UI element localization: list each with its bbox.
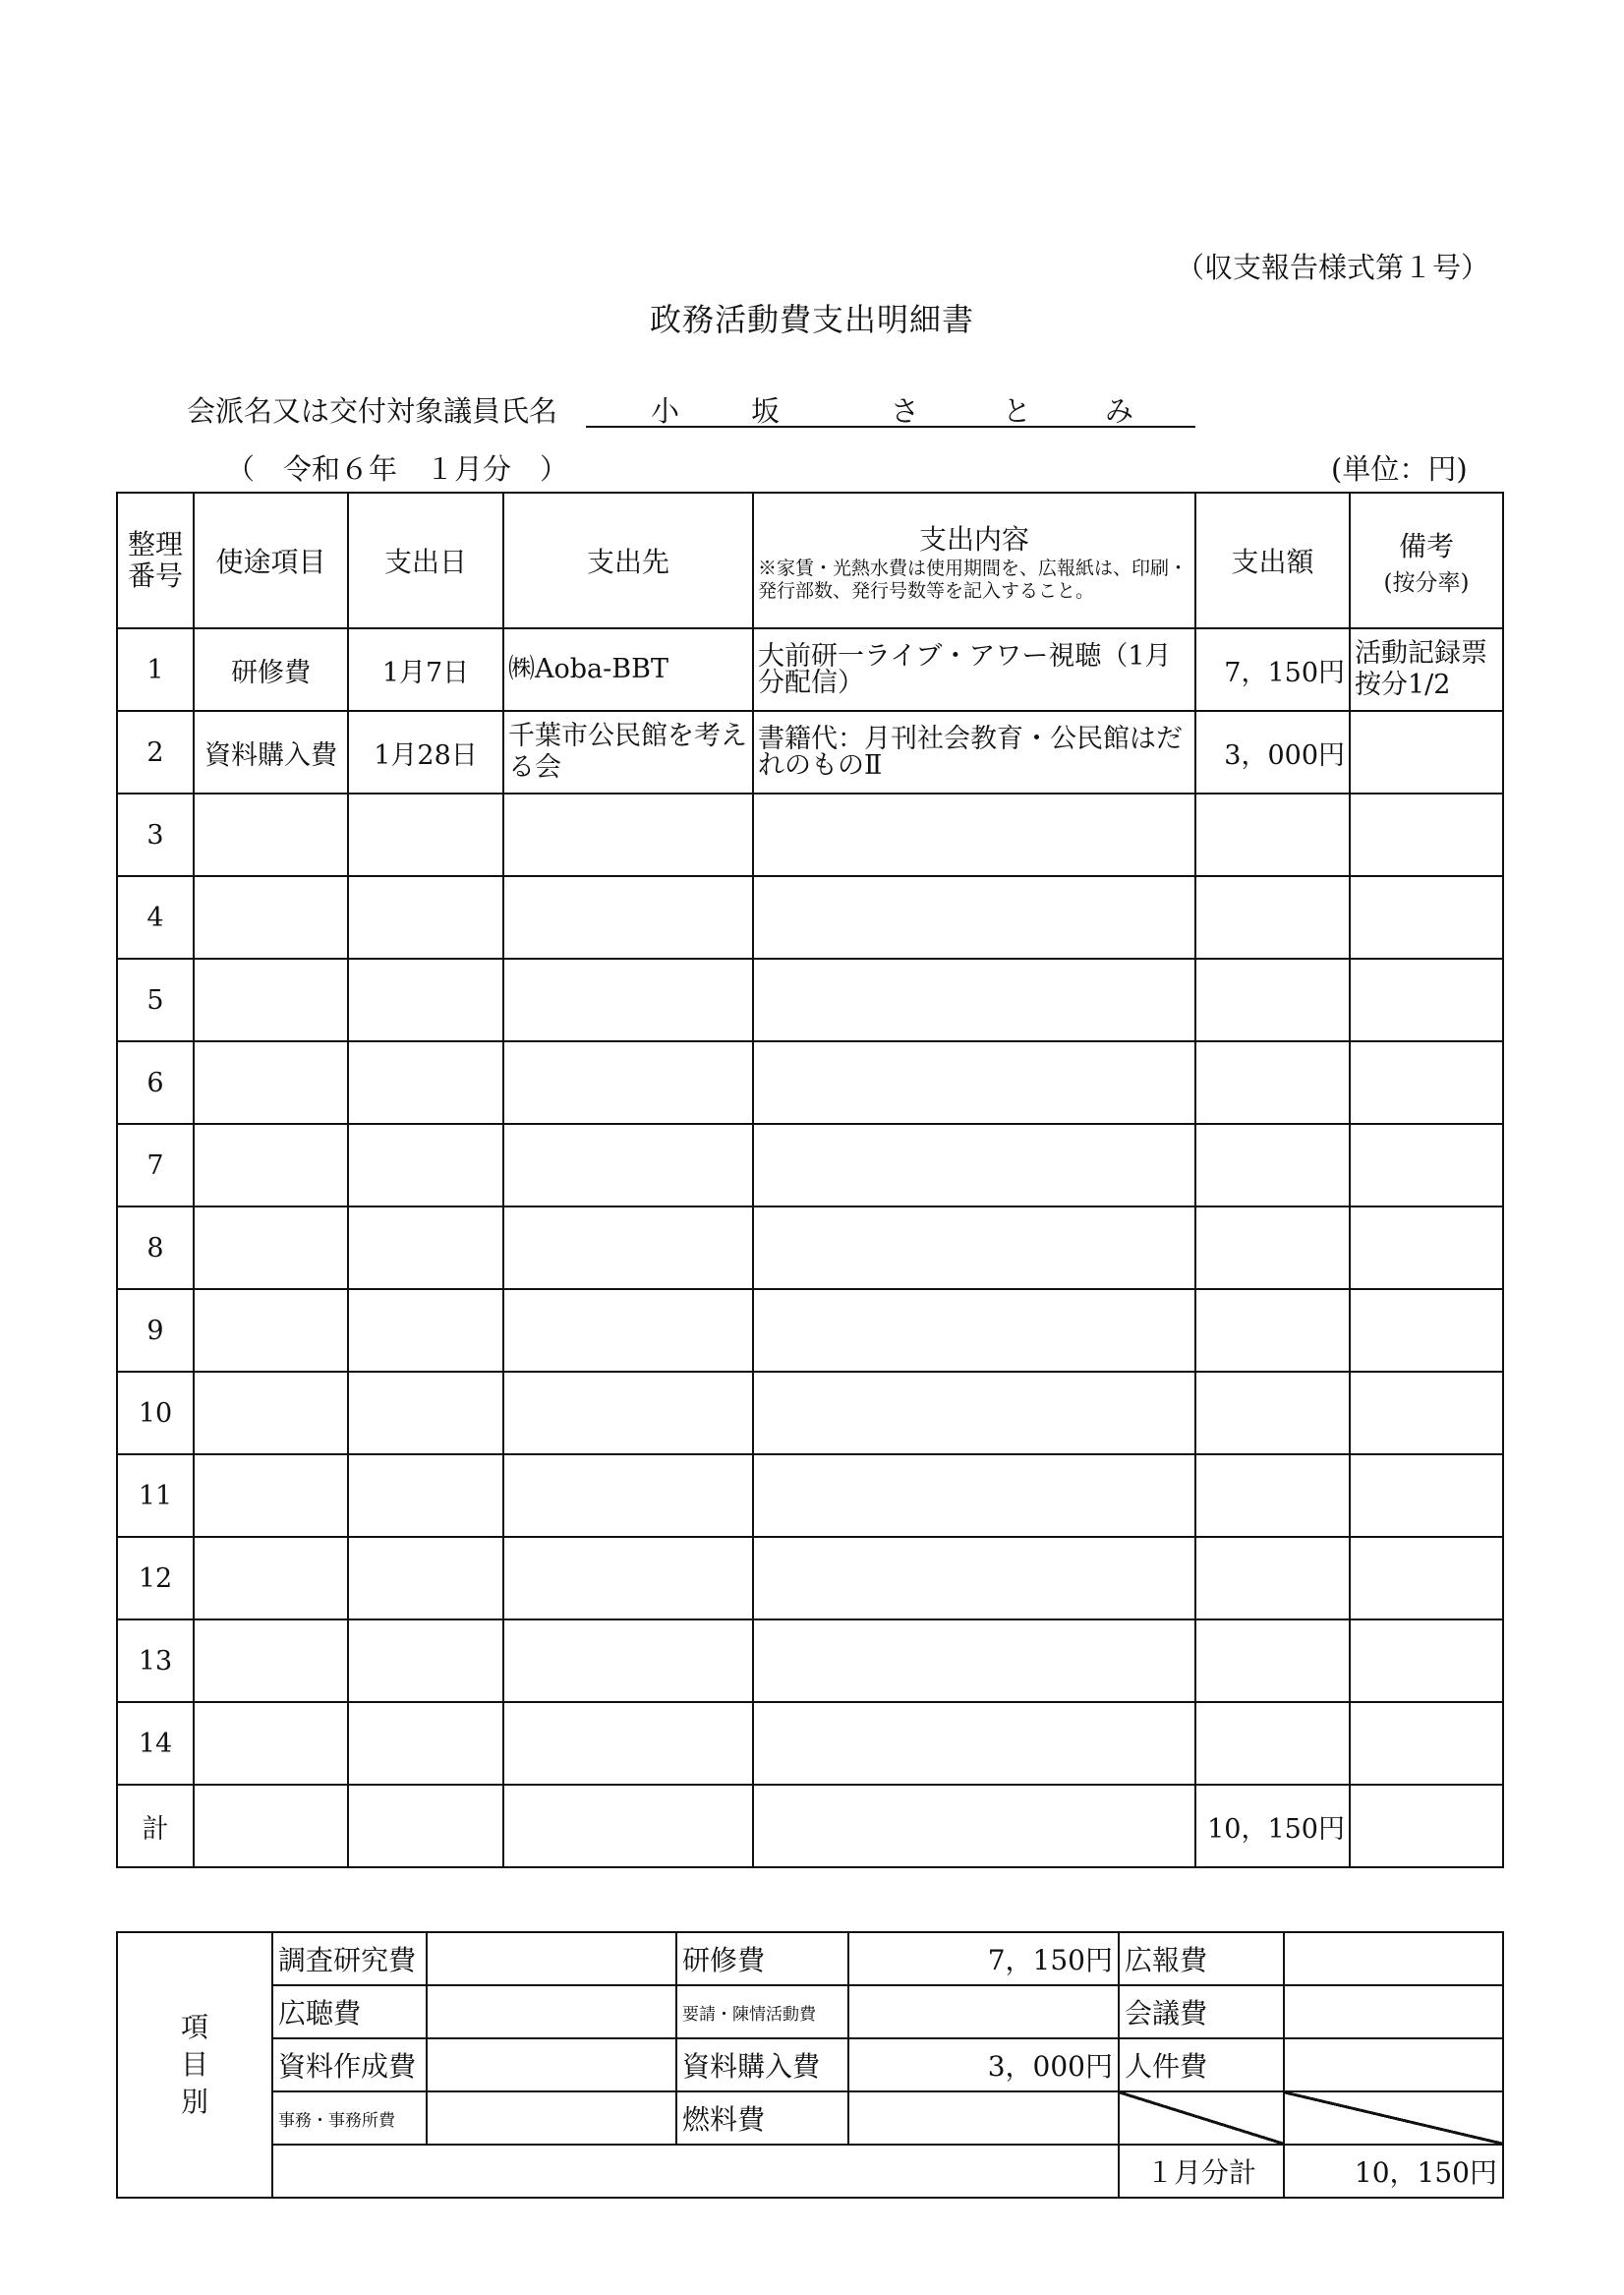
- header-payee: 支出先: [503, 493, 753, 628]
- row-payee: [503, 1454, 753, 1537]
- row-amount: 7，150円: [1195, 628, 1350, 711]
- row-payee: [503, 959, 753, 1041]
- name-char-1: 小: [651, 394, 680, 428]
- cat-meeting-value: [1284, 1985, 1503, 2038]
- cat-meeting-label: 会議費: [1119, 1985, 1284, 2038]
- row-category: [194, 1289, 348, 1372]
- row-amount: [1195, 1041, 1350, 1124]
- cat-hearing-value: [427, 1985, 676, 2038]
- total-cell-blank: [753, 1785, 1195, 1867]
- expense-table: [116, 492, 1504, 1868]
- row-remarks: [1350, 794, 1503, 876]
- row-category: [194, 1454, 348, 1537]
- row-number: 1: [117, 628, 194, 711]
- row-date: [348, 1041, 503, 1124]
- row-content: 書籍代：月刊社会教育・公民館はだれのものⅡ: [753, 711, 1195, 794]
- period-label: （ 令和６年 １月分 ）: [226, 452, 569, 486]
- row-content: [753, 1206, 1195, 1289]
- row-remarks: [1350, 711, 1503, 794]
- row-payee: [503, 1702, 753, 1785]
- row-number: 5: [117, 959, 194, 1041]
- row-category: [194, 1619, 348, 1702]
- row-date: [348, 1619, 503, 1702]
- row-amount: [1195, 1454, 1350, 1537]
- total-cell-blank: [348, 1785, 503, 1867]
- row-date: [348, 1124, 503, 1206]
- row-payee: [503, 1041, 753, 1124]
- row-remarks: [1350, 1124, 1503, 1206]
- cat-research-label: 調査研究費: [272, 1932, 427, 1985]
- row-content: [753, 1702, 1195, 1785]
- header-category: 使途項目: [194, 493, 348, 628]
- header-content-note: ※家賃・光熱水費は使用期間を、広報紙は、印刷・発行部数、発行号数等を記入すること。: [758, 558, 1189, 602]
- table-row: [117, 1619, 1503, 1702]
- row-number: 4: [117, 876, 194, 959]
- row-number: 3: [117, 794, 194, 876]
- cat-petition-label: 要請・陳情活動費: [676, 1985, 848, 2038]
- row-number: 9: [117, 1289, 194, 1372]
- row-category: [194, 1537, 348, 1619]
- row-number: 10: [117, 1372, 194, 1454]
- row-number: 6: [117, 1041, 194, 1124]
- row-content: [753, 794, 1195, 876]
- row-number: 14: [117, 1702, 194, 1785]
- row-date: [348, 876, 503, 959]
- row-category: [194, 794, 348, 876]
- cat-training-value: 7，150円: [848, 1932, 1119, 1985]
- row-amount: [1195, 959, 1350, 1041]
- row-remarks: 活動記録票按分1/2: [1350, 628, 1503, 711]
- total-label: 計: [117, 1785, 194, 1867]
- row-amount: [1195, 1206, 1350, 1289]
- row-category: [194, 1206, 348, 1289]
- category-summary-table: [116, 1931, 1504, 2199]
- row-amount: [1195, 1619, 1350, 1702]
- form-number: （収支報告様式第１号）: [1176, 251, 1490, 284]
- row-date: [348, 1702, 503, 1785]
- row-amount: [1195, 1372, 1350, 1454]
- month-total-label: １月分計: [1119, 2145, 1284, 2198]
- row-content: [753, 1619, 1195, 1702]
- row-remarks: [1350, 1619, 1503, 1702]
- row-date: 1月7日: [348, 628, 503, 711]
- row-amount: [1195, 794, 1350, 876]
- row-category: [194, 1702, 348, 1785]
- row-remarks: [1350, 1454, 1503, 1537]
- name-char-5: み: [1105, 394, 1134, 428]
- header-number: 整理番号: [117, 493, 194, 628]
- total-amount: 10，150円: [1195, 1785, 1350, 1867]
- total-cell-blank: [1350, 1785, 1503, 1867]
- month-total-spacer: [272, 2145, 1119, 2198]
- month-total-value: 10，150円: [1284, 2145, 1503, 2198]
- category-section-label: 項目別: [117, 1932, 272, 2198]
- header-amount: 支出額: [1195, 493, 1350, 628]
- cat-material-making-value: [427, 2038, 676, 2091]
- row-payee: [503, 1372, 753, 1454]
- row-content: [753, 1124, 1195, 1206]
- row-remarks: [1350, 1537, 1503, 1619]
- header-remarks-title: 備考: [1398, 529, 1454, 562]
- table-row: [117, 1041, 1503, 1124]
- row-date: [348, 794, 503, 876]
- table-row: [117, 1537, 1503, 1619]
- row-category: [194, 1041, 348, 1124]
- table-row: [117, 1372, 1503, 1454]
- row-amount: [1195, 876, 1350, 959]
- cat-personnel-label: 人件費: [1119, 2038, 1284, 2091]
- row-payee: [503, 1289, 753, 1372]
- row-payee: [503, 1124, 753, 1206]
- cat-hearing-label: 広聴費: [272, 1985, 427, 2038]
- row-date: 1月28日: [348, 711, 503, 794]
- row-content: [753, 876, 1195, 959]
- header-date: 支出日: [348, 493, 503, 628]
- row-remarks: [1350, 1372, 1503, 1454]
- row-payee: [503, 876, 753, 959]
- row-payee: [503, 1206, 753, 1289]
- cat-pr-value: [1284, 1932, 1503, 1985]
- row-category: [194, 1124, 348, 1206]
- row-content: 大前研一ライブ・アワー視聴（1月分配信）: [753, 628, 1195, 711]
- row-remarks: [1350, 876, 1503, 959]
- table-row: [117, 1206, 1503, 1289]
- row-content: [753, 959, 1195, 1041]
- row-payee: [503, 1537, 753, 1619]
- table-row: [117, 1289, 1503, 1372]
- row-remarks: [1350, 1206, 1503, 1289]
- row-category: [194, 876, 348, 959]
- row-remarks: [1350, 1702, 1503, 1785]
- row-number: 7: [117, 1124, 194, 1206]
- row-remarks: [1350, 959, 1503, 1041]
- table-row: [117, 1454, 1503, 1537]
- row-content: [753, 1041, 1195, 1124]
- cat-personnel-value: [1284, 2038, 1503, 2091]
- row-payee: ㈱Aoba-BBT: [503, 628, 753, 711]
- table-row: [117, 794, 1503, 876]
- row-number: 11: [117, 1454, 194, 1537]
- row-amount: [1195, 1702, 1350, 1785]
- cat-research-value: [427, 1932, 676, 1985]
- row-date: [348, 1454, 503, 1537]
- row-date: [348, 1289, 503, 1372]
- cat-material-purchase-label: 資料購入費: [676, 2038, 848, 2091]
- row-date: [348, 1372, 503, 1454]
- name-char-2: 坂: [751, 394, 781, 428]
- table-row: [117, 1702, 1503, 1785]
- cat-material-making-label: 資料作成費: [272, 2038, 427, 2091]
- header-content-title: 支出内容: [918, 523, 1029, 556]
- row-content: [753, 1372, 1195, 1454]
- cat-office-label: 事務・事務所費: [272, 2091, 427, 2145]
- row-payee: 千葉市公民館を考える会: [503, 711, 753, 794]
- row-date: [348, 1206, 503, 1289]
- row-number: 12: [117, 1537, 194, 1619]
- cat-fuel-value: [848, 2091, 1119, 2145]
- diagonal-blank-cell: [1284, 2091, 1503, 2145]
- total-cell-blank: [503, 1785, 753, 1867]
- header-remarks-sub: (按分率): [1383, 569, 1470, 596]
- cat-pr-label: 広報費: [1119, 1932, 1284, 1985]
- row-date: [348, 959, 503, 1041]
- table-row: [117, 628, 1503, 711]
- row-category: 研修費: [194, 628, 348, 711]
- row-category: 資料購入費: [194, 711, 348, 794]
- row-remarks: [1350, 1041, 1503, 1124]
- row-number: 13: [117, 1619, 194, 1702]
- name-char-4: と: [1003, 394, 1032, 428]
- row-payee: [503, 794, 753, 876]
- header-remarks: [1350, 493, 1503, 628]
- total-cell-blank: [194, 1785, 348, 1867]
- name-char-3: さ: [891, 394, 920, 428]
- table-header-row: [117, 493, 1503, 628]
- row-amount: 3，000円: [1195, 711, 1350, 794]
- cat-material-purchase-value: 3，000円: [848, 2038, 1119, 2091]
- row-amount: [1195, 1537, 1350, 1619]
- row-number: 8: [117, 1206, 194, 1289]
- row-remarks: [1350, 1289, 1503, 1372]
- row-content: [753, 1537, 1195, 1619]
- diagonal-blank-cell: [1119, 2091, 1284, 2145]
- table-row: [117, 1124, 1503, 1206]
- row-date: [348, 1537, 503, 1619]
- row-payee: [503, 1619, 753, 1702]
- row-number: 2: [117, 711, 194, 794]
- row-amount: [1195, 1289, 1350, 1372]
- table-row: [117, 711, 1503, 794]
- row-content: [753, 1289, 1195, 1372]
- row-content: [753, 1454, 1195, 1537]
- cat-fuel-label: 燃料費: [676, 2091, 848, 2145]
- cat-office-value: [427, 2091, 676, 2145]
- cat-petition-value: [848, 1985, 1119, 2038]
- row-category: [194, 959, 348, 1041]
- total-row: [117, 1785, 1503, 1867]
- row-category: [194, 1372, 348, 1454]
- header-content: [753, 493, 1195, 628]
- table-row: [117, 959, 1503, 1041]
- unit-label: (単位：円): [1331, 452, 1468, 486]
- page-title: 政務活動費支出明細書: [649, 301, 974, 338]
- cat-training-label: 研修費: [676, 1932, 848, 1985]
- name-label: 会派名又は交付対象議員氏名: [187, 394, 558, 428]
- row-amount: [1195, 1124, 1350, 1206]
- table-row: [117, 876, 1503, 959]
